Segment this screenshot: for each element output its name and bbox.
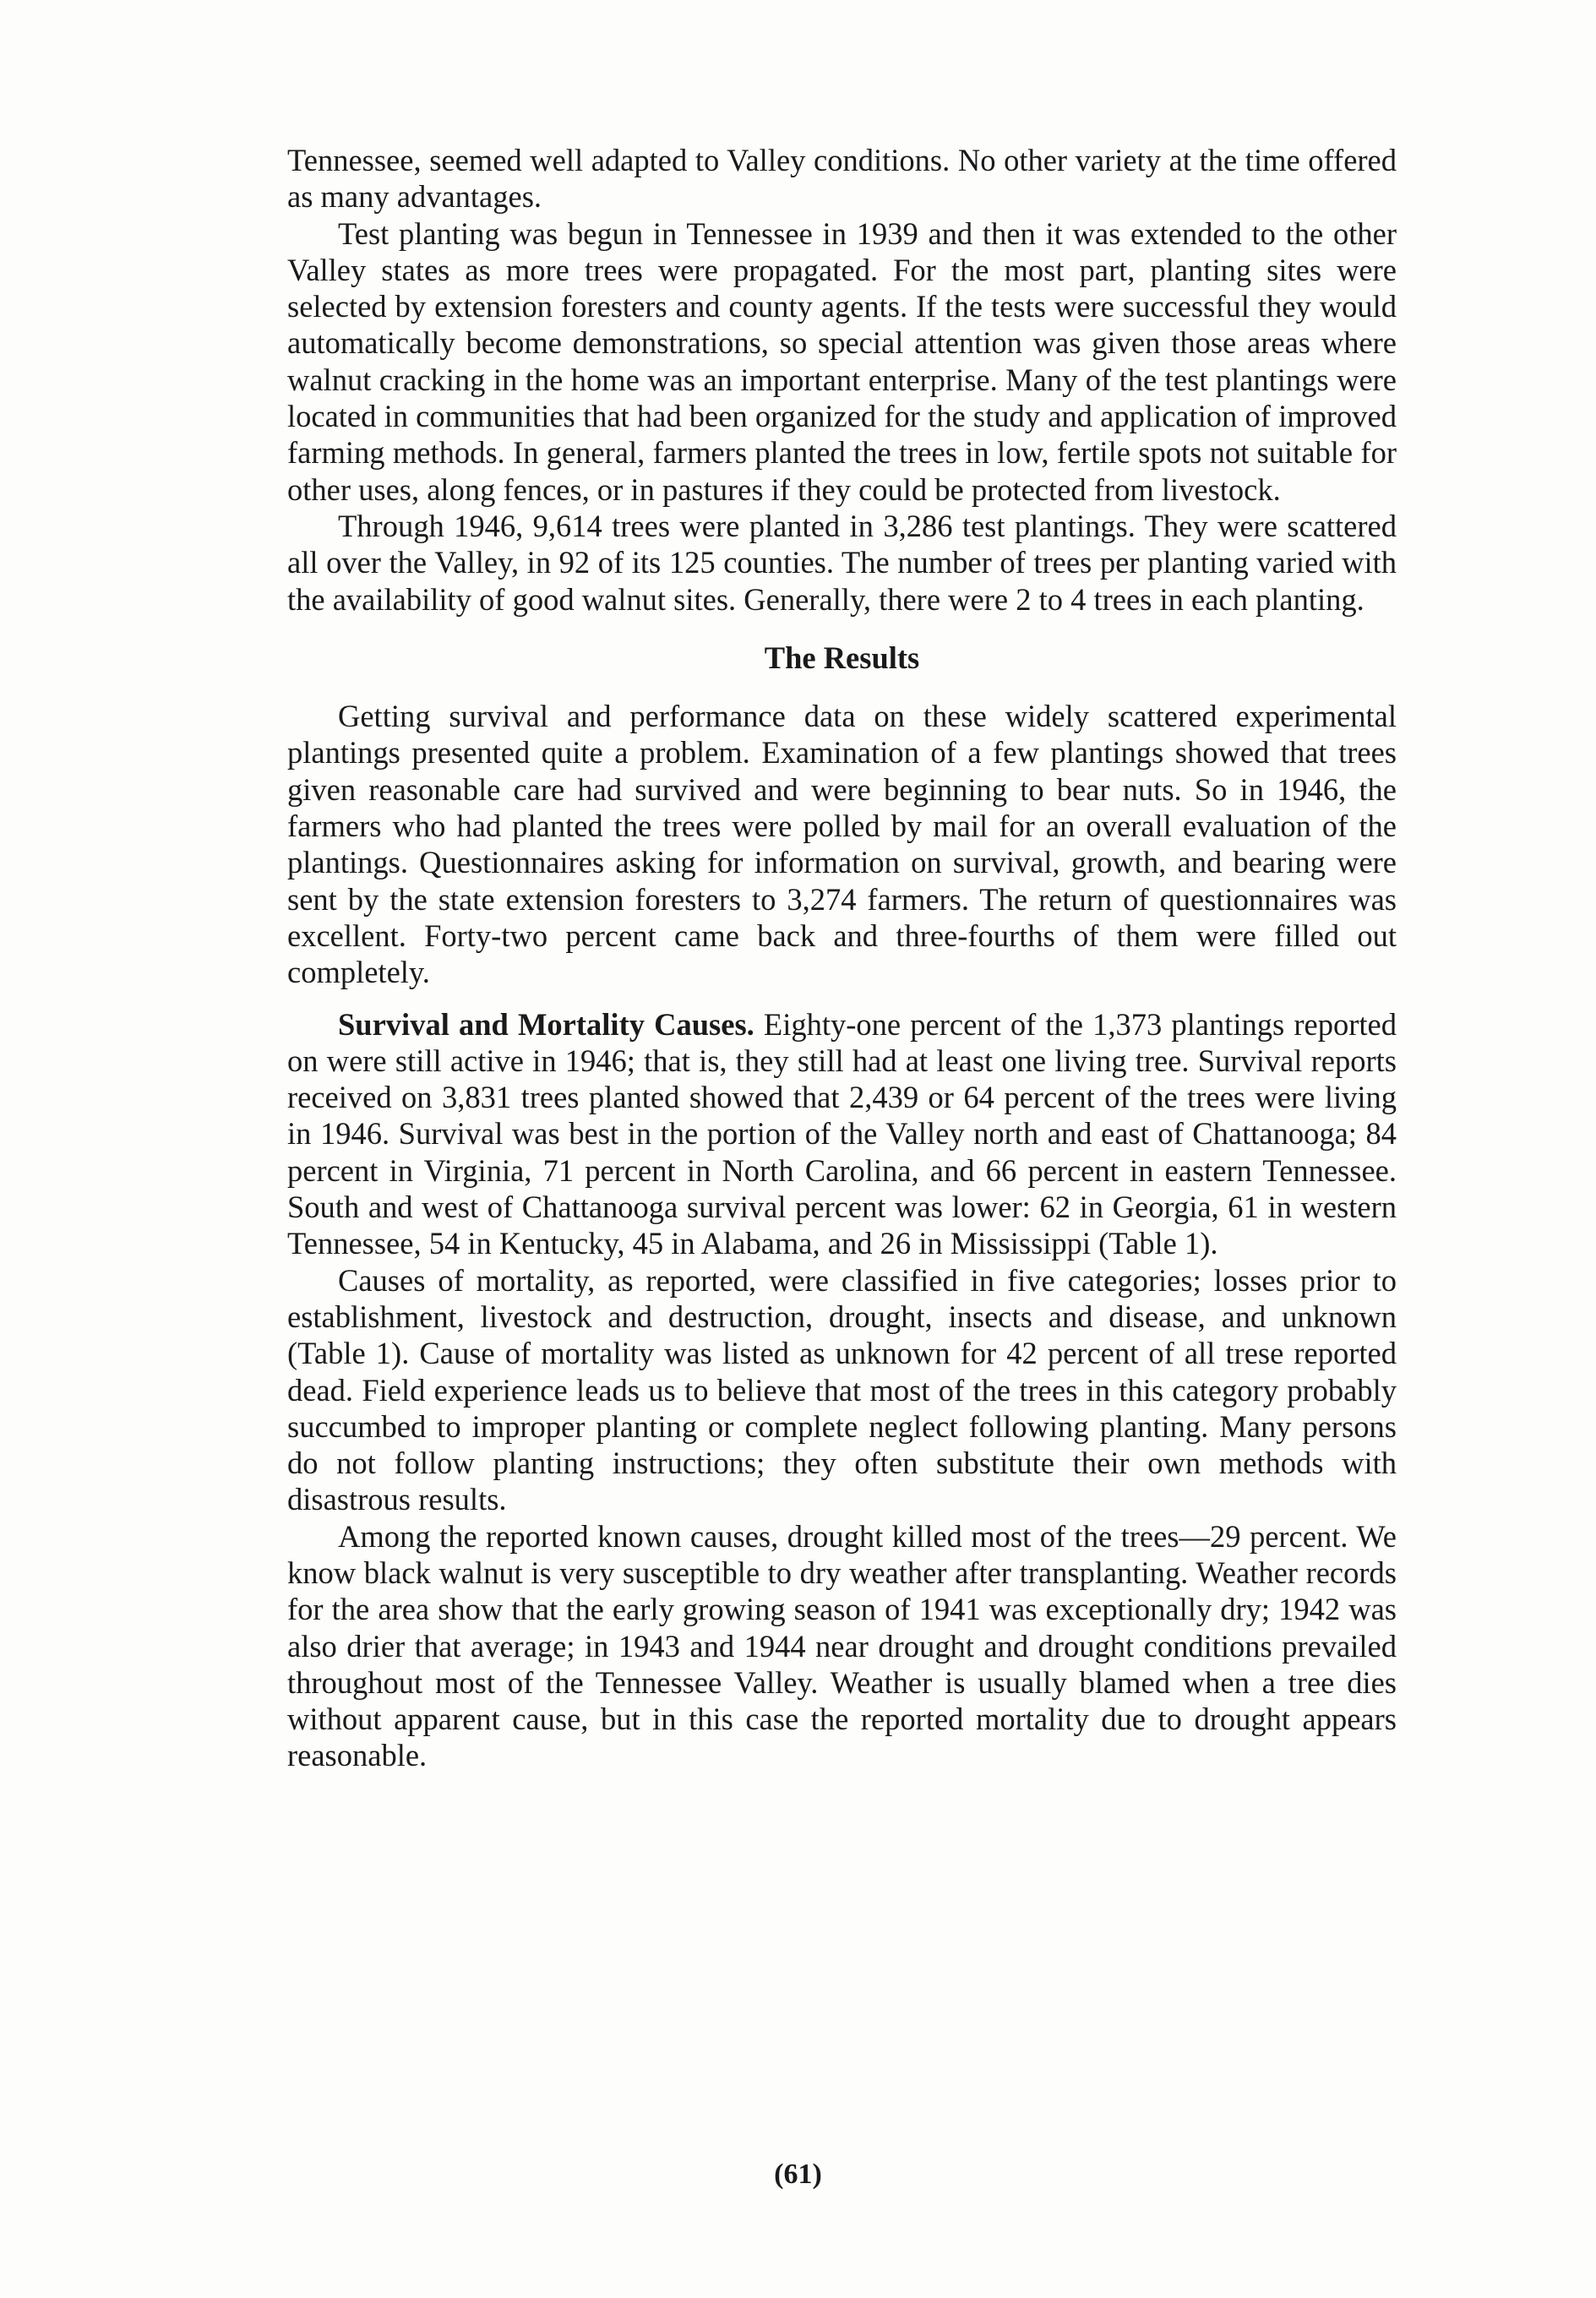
page-number: (61)	[774, 2159, 822, 2190]
paragraph-causes: Causes of mortality, as reported, were classified in five categories; losses prior to establishment, livestock and destruction, drought, insects and disease, and unknown (Table 1). Cause of mortality was listed as unknown for 42 percent of all trese reported dead. Field experience leads us to believe that most of the trees in this category probably succumbed to improper planting or complete neglect following planting. Many persons do not follow planting instructions; they often substitute their own methods with disastrous results.	[287, 1262, 1397, 1517]
paragraph-survival-text: Eighty-one percent of the 1,373 plantings reported on were still active in 1946; that is, they still had at least one living tree. Survival reports received on 3,831 trees planted showed that 2,439 or 64 percent of the trees were living in 1946. Survival was best in the portion of the Valley north and east of Chattanooga; 84 percent in Virginia, 71 percent in North Carolina, and 66 percent in eastern Tennessee. South and west of Chattanooga survival percent was lower: 62 in Georgia, 61 in western Tennessee, 54 in Kentucky, 45 in Alabama, and 26 in Mississippi (Table 1).	[287, 1006, 1397, 1261]
paragraph-results: Getting survival and performance data on these widely scattered experimental plantings presented quite a problem. Examination of a few plantings showed that trees given reasonable care had survived and were beginning to bear nuts. So in 1946, the farmers who had planted the trees were polled by mail for an overall evaluation of the plantings. Questionnaires asking for information on survival, growth, and bearing were sent by the state extension foresters to 3,274 farmers. The return of questionnaires was excellent. Forty-two percent came back and three-fourths of them were filled out completely.	[287, 699, 1397, 990]
paragraph-test-planting: Test planting was begun in Tennessee in 1939 and then it was extended to the other Valley states as more trees were propagated. For the most part, planting sites were selected by extension foresters and county agents. If the tests were successful they would automatically become demonstrations, so special attention was given those areas where walnut cracking in the home was an important enterprise. Many of the test plantings were located in communities that had been organized for the study and application of improved farming methods. In general, farmers planted the trees in low, fertile spots not suitable for other uses, along fences, or in pastures if they could be protected from livestock.	[287, 215, 1397, 507]
run-in-heading: Survival and Mortality Causes.	[338, 1006, 754, 1042]
section-heading: The Results	[764, 640, 920, 675]
paragraph-continued: Tennessee, seemed well adapted to Valley conditions. No other variety at the time offered as many advantages.	[287, 143, 1397, 215]
paragraph-survival	[287, 1006, 1397, 1262]
paragraph-through-1946: Through 1946, 9,614 trees were planted in 3,286 test plantings. They were scattered all over the Valley, in 92 of its 125 counties. The number of trees per planting varied with the availability of good walnut sites. Generally, there were 2 to 4 trees in each planting.	[287, 508, 1397, 617]
paragraph-drought: Among the reported known causes, drought killed most of the trees—29 percent. We know black walnut is very susceptible to dry weather after transplanting. Weather records for the area show that the early growing season of 1941 was exceptionally dry; 1942 was also drier that average; in 1943 and 1944 near drought and drought conditions prevailed throughout most of the Tennessee Valley. Weather is usually blamed when a tree dies without apparent cause, but in this case the reported mortality due to drought appears reasonable.	[287, 1518, 1397, 1773]
body-text	[287, 142, 1397, 1774]
